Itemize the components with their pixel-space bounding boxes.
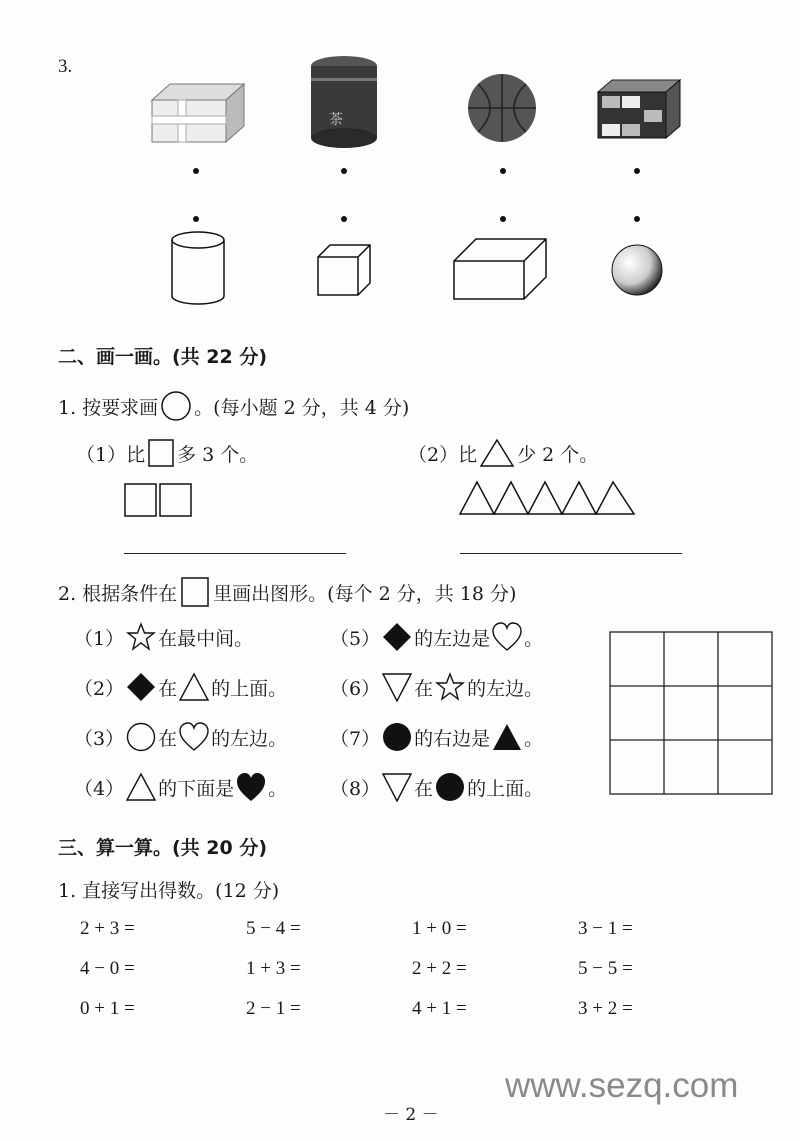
answer-line-2[interactable] (460, 553, 682, 554)
condition-number: （8） (330, 777, 381, 800)
condition-text: 的右边是 (414, 727, 491, 750)
equation[interactable]: 0 + 1 = (80, 998, 135, 1019)
star-outline-icon (435, 672, 465, 702)
given-squares (123, 482, 195, 518)
equation[interactable]: 2 + 3 = (80, 918, 135, 939)
solid-connect-dot[interactable] (500, 216, 506, 222)
condition-text: 的左边是 (414, 627, 491, 650)
cuboid-shape (452, 237, 548, 301)
sphere-shape (610, 243, 664, 297)
condition-text: 的下面是 (158, 777, 235, 800)
condition-text: 在 (158, 677, 178, 700)
heart-outline-icon (179, 722, 209, 752)
sub-question-1 (76, 438, 258, 468)
square-outline-icon (179, 576, 211, 608)
diamond-filled-icon (382, 622, 412, 652)
equation[interactable]: 5 − 5 = (578, 958, 633, 979)
condition-item (74, 722, 287, 752)
equation[interactable]: 5 − 4 = (246, 918, 301, 939)
object-connect-dot[interactable] (193, 168, 199, 174)
condition-text: 的上面。 (211, 677, 288, 700)
question-1-title: 1. 直接写出得数。(12 分) (58, 880, 280, 902)
equation[interactable]: 3 + 2 = (578, 998, 633, 1019)
solid-connect-dot[interactable] (634, 216, 640, 222)
solid-connect-dot[interactable] (341, 216, 347, 222)
question-number: 3. (58, 56, 73, 77)
triangle-down-outline-icon (382, 672, 412, 702)
condition-item (74, 672, 287, 702)
square-outline-icon (147, 438, 175, 468)
triangle-outline-icon (179, 672, 209, 702)
sub-question-text: 少 2 个。 (517, 443, 599, 466)
condition-text: 。 (268, 777, 288, 800)
condition-text: 在 (414, 777, 434, 800)
condition-number: （5） (330, 627, 381, 650)
sub-question-2 (408, 438, 598, 468)
gift-box-picture (148, 78, 248, 144)
condition-text: 的左边。 (467, 677, 544, 700)
condition-text: 在 (414, 677, 434, 700)
condition-item (330, 622, 543, 652)
equation[interactable]: 2 + 2 = (412, 958, 467, 979)
circle-filled-icon (435, 772, 465, 802)
tea-can-picture (309, 54, 379, 150)
watermark: www.sezq.com (505, 1066, 739, 1105)
condition-number: （6） (330, 677, 381, 700)
object-connect-dot[interactable] (634, 168, 640, 174)
solid-connect-dot[interactable] (193, 216, 199, 222)
diamond-filled-icon (126, 672, 156, 702)
given-triangles (458, 480, 640, 516)
question-text: 里画出图形。(每个 2 分，共 18 分) (213, 582, 517, 605)
equation[interactable]: 2 − 1 = (246, 998, 301, 1019)
question-1-title (58, 390, 409, 422)
condition-text: 。 (524, 627, 544, 650)
cube-shape (316, 243, 372, 297)
section-heading-calc: 三、算一算。(共 20 分) (58, 837, 268, 859)
cylinder-shape (170, 230, 226, 306)
triangle-outline-icon (126, 772, 156, 802)
circle-filled-icon (382, 722, 412, 752)
question-text: 1. 按要求画 (58, 396, 159, 419)
page-number: － 2 － (383, 1105, 439, 1125)
condition-text: 在最中间。 (158, 627, 254, 650)
drawing-grid[interactable] (608, 630, 774, 796)
condition-text: 在 (158, 727, 178, 750)
condition-item (330, 772, 543, 802)
condition-number: （7） (330, 727, 381, 750)
condition-item (74, 622, 253, 652)
circle-outline-icon (126, 722, 156, 752)
equation[interactable]: 1 + 3 = (246, 958, 301, 979)
sub-question-label: （1）比 (76, 443, 146, 466)
condition-item (330, 672, 543, 702)
equation[interactable]: 4 + 1 = (412, 998, 467, 1019)
circle-outline-icon (160, 390, 192, 422)
section-heading-draw: 二、画一画。(共 22 分) (58, 346, 268, 368)
rubiks-cube-picture (596, 78, 682, 140)
answer-line-1[interactable] (124, 553, 346, 554)
condition-text: 的上面。 (467, 777, 544, 800)
sub-question-text: 多 3 个。 (177, 443, 259, 466)
condition-number: （4） (74, 777, 125, 800)
object-connect-dot[interactable] (500, 168, 506, 174)
condition-number: （3） (74, 727, 125, 750)
equation[interactable]: 3 − 1 = (578, 918, 633, 939)
condition-item (74, 772, 287, 802)
equation[interactable]: 4 − 0 = (80, 958, 135, 979)
condition-text: 的左边。 (211, 727, 288, 750)
star-outline-icon (126, 622, 156, 652)
sub-question-label: （2）比 (408, 443, 478, 466)
question-text: 。(每小题 2 分，共 4 分) (194, 396, 410, 419)
equation[interactable]: 1 + 0 = (412, 918, 467, 939)
object-connect-dot[interactable] (341, 168, 347, 174)
triangle-filled-icon (492, 722, 522, 752)
condition-number: （1） (74, 627, 125, 650)
heart-outline-icon (492, 622, 522, 652)
condition-item (330, 722, 543, 752)
heart-filled-icon (236, 772, 266, 802)
question-2-title (58, 576, 516, 608)
condition-number: （2） (74, 677, 125, 700)
triangle-down-outline-icon (382, 772, 412, 802)
svg-text:茶: 茶 (329, 112, 343, 128)
condition-text: 。 (524, 727, 544, 750)
triangle-outline-icon (479, 438, 515, 468)
basketball-picture (466, 72, 538, 144)
question-text: 2. 根据条件在 (58, 582, 178, 605)
